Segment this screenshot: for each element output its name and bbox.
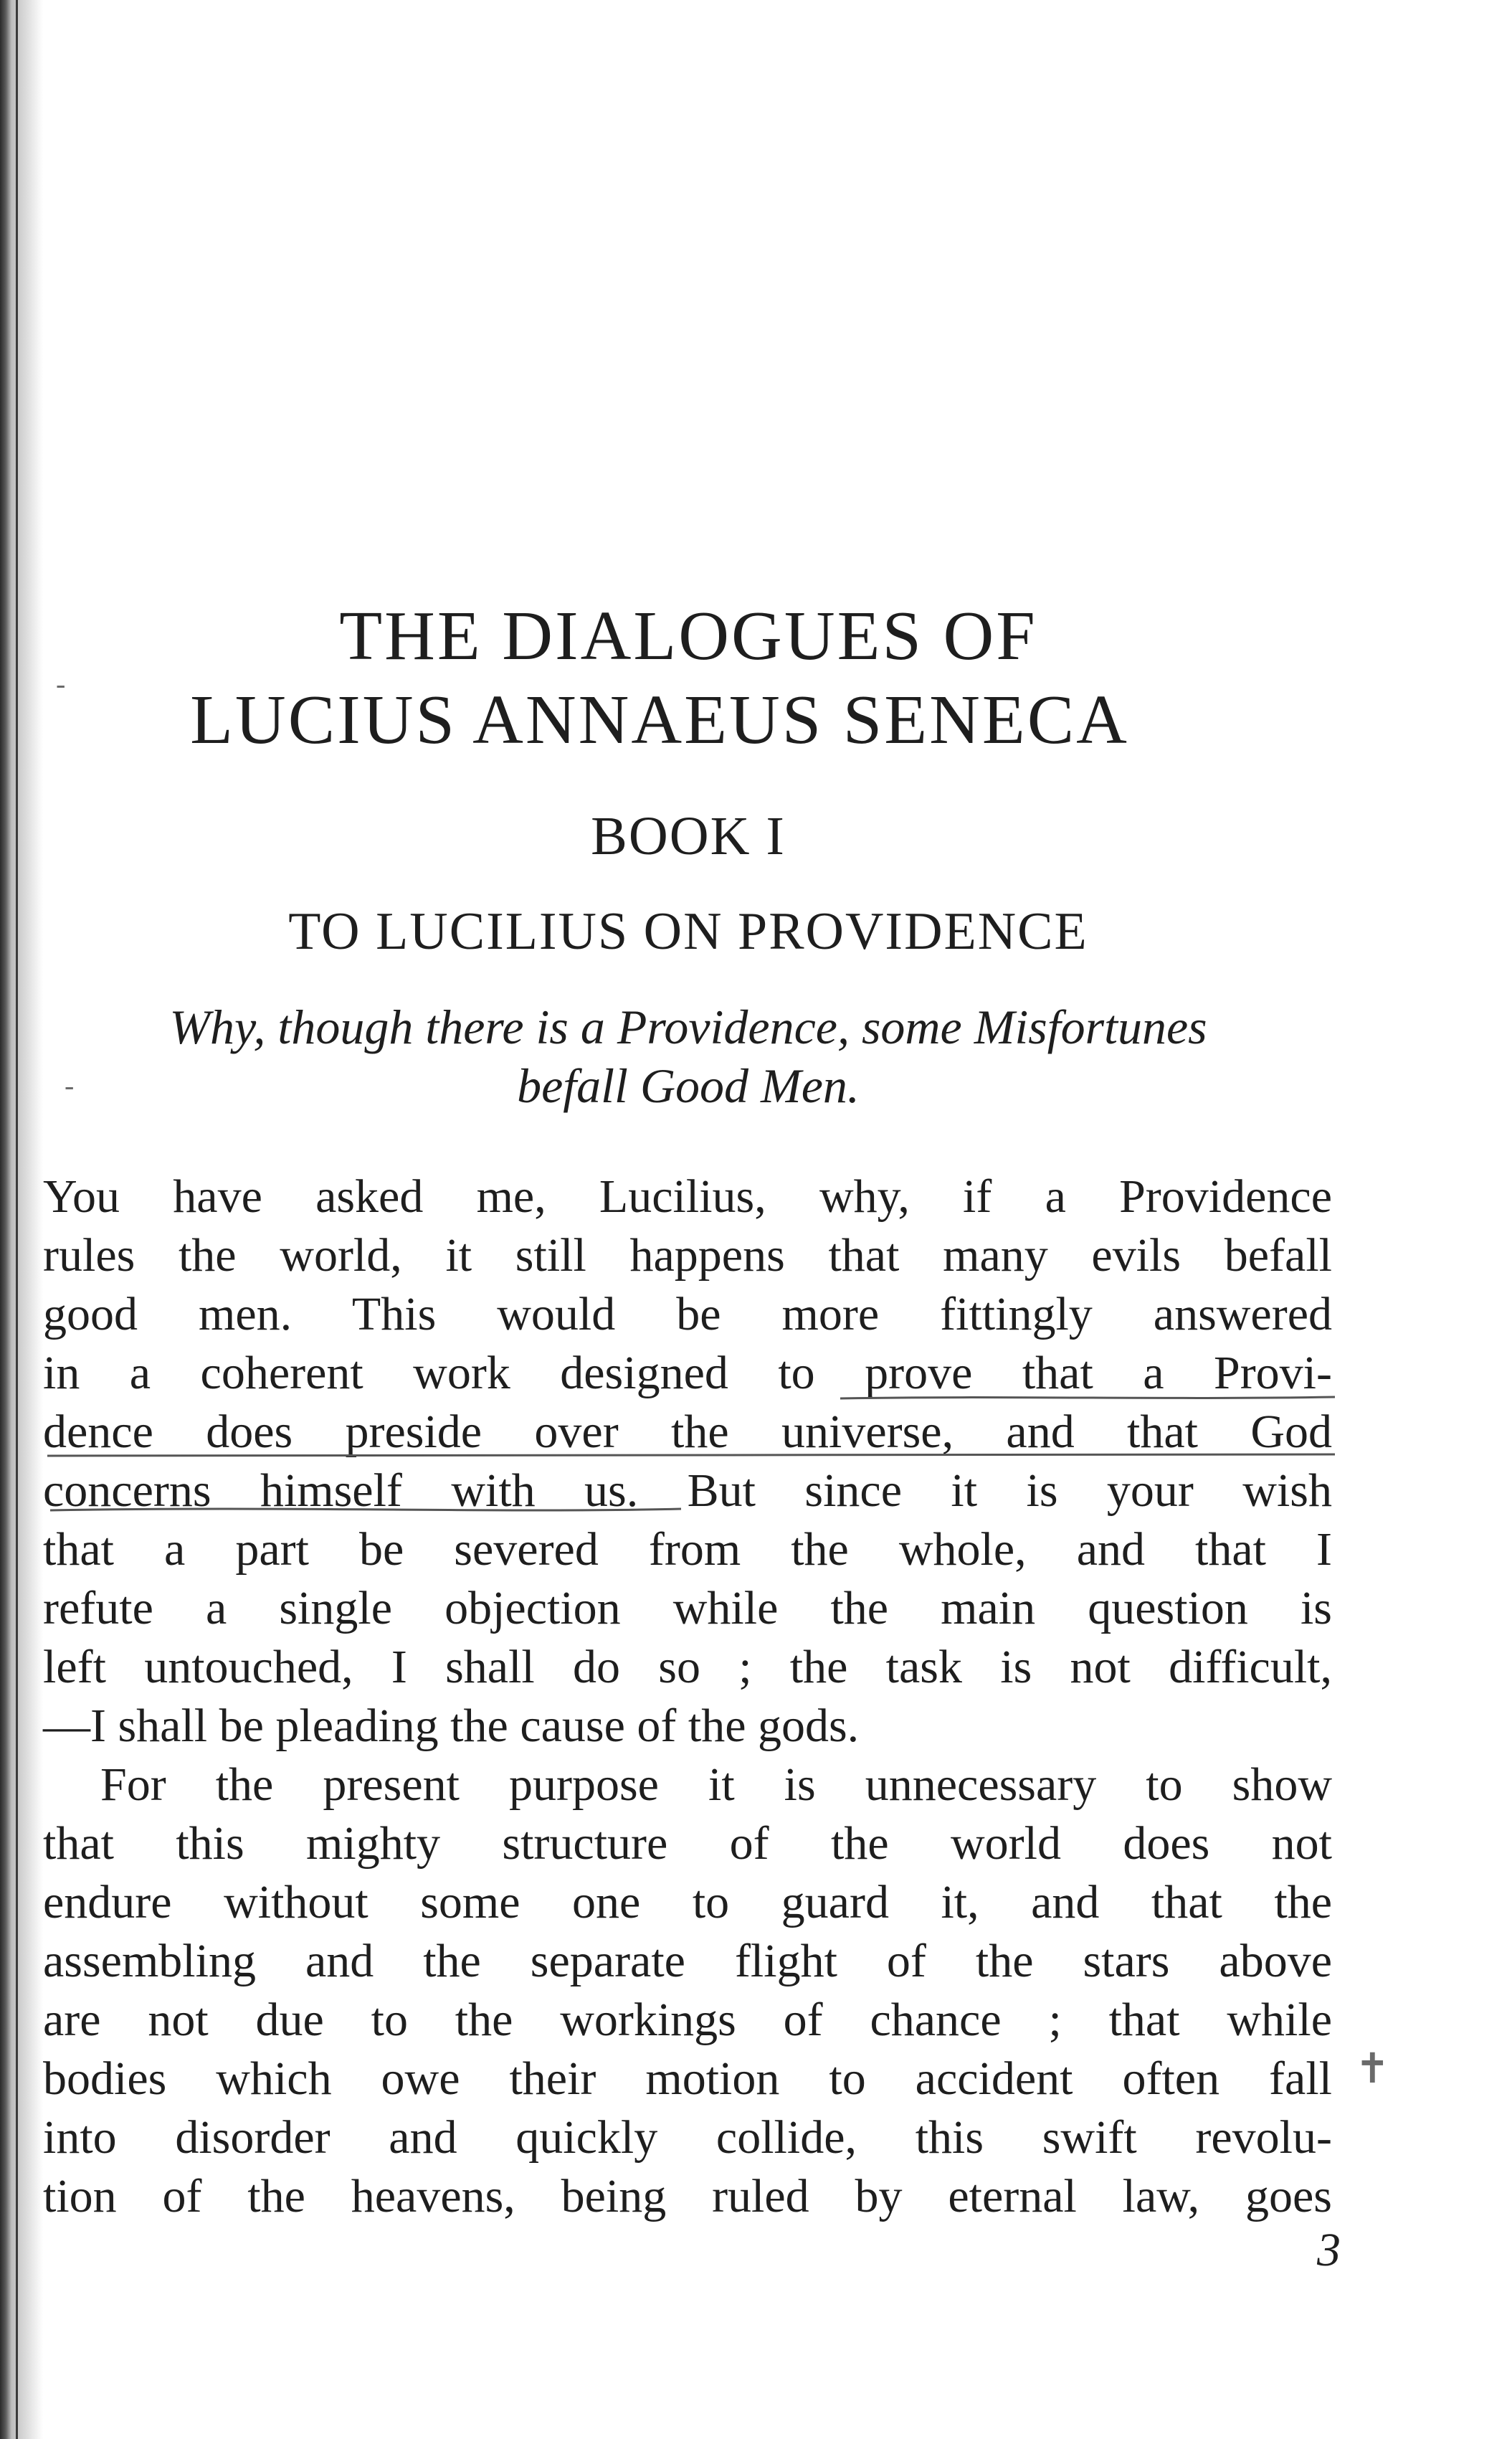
binding-edge — [16, 0, 18, 2439]
body-text-line: good men. This would be more fittingly answered — [43, 1288, 1332, 1340]
body-text-line: —I shall be pleading the cause of the gods. — [43, 1700, 860, 1752]
body-text-line: bodies which owe their motion to accident often fall — [43, 2052, 1332, 2105]
body-text-line: concerns himself with us. But since it is your wish — [43, 1464, 1332, 1517]
book-heading: BOOK I — [591, 806, 786, 866]
page-title-line-2: LUCIUS ANNAEUS SENECA — [190, 681, 1129, 759]
body-text-line: assembling and the separate flight of the stars above — [43, 1935, 1332, 1987]
body-text-line: refute a single objection while the main question is — [43, 1582, 1332, 1634]
binding-shadow — [0, 0, 43, 2439]
body-text-line: endure without some one to guard it, and that the — [43, 1876, 1332, 1928]
body-text-line: are not due to the workings of chance ; that while — [43, 1994, 1332, 2046]
body-text-line: tion of the heavens, being ruled by eternal law, goes — [43, 2170, 1332, 2222]
subtitle-line-1: Why, though there is a Providence, some Misfortunes — [169, 1000, 1207, 1054]
body-text-line: You have asked me, Lucilius, why, if a Providence — [43, 1170, 1332, 1223]
body-text-line: dence does preside over the universe, and that God — [43, 1406, 1332, 1458]
body-text-line: rules the world, it still happens that many evils befall — [43, 1229, 1332, 1282]
body-text-line: that this mighty structure of the world does not — [43, 1817, 1332, 1870]
body-text-line: in a coherent work designed to prove that a Provi- — [43, 1347, 1332, 1399]
body-text-line: For the present purpose it is unnecessary to show — [100, 1758, 1332, 1811]
subtitle-line-2: befall Good Men. — [517, 1059, 860, 1113]
margin-tick: - — [65, 1069, 75, 1102]
page-title-line-1: THE DIALOGUES OF — [339, 597, 1037, 675]
margin-tick: - — [56, 668, 66, 700]
body-text-line: that a part be severed from the whole, and that I — [43, 1523, 1332, 1576]
body-text-line: into disorder and quickly collide, this swift revolu- — [43, 2111, 1332, 2164]
essay-heading: TO LUCILIUS ON PROVIDENCE — [288, 902, 1088, 961]
pencil-cross-mark: ✝ — [1355, 2045, 1390, 2092]
body-text-line: left untouched, I shall do so ; the task is not difficult, — [43, 1641, 1332, 1693]
page-number: 3 — [1317, 2224, 1341, 2276]
